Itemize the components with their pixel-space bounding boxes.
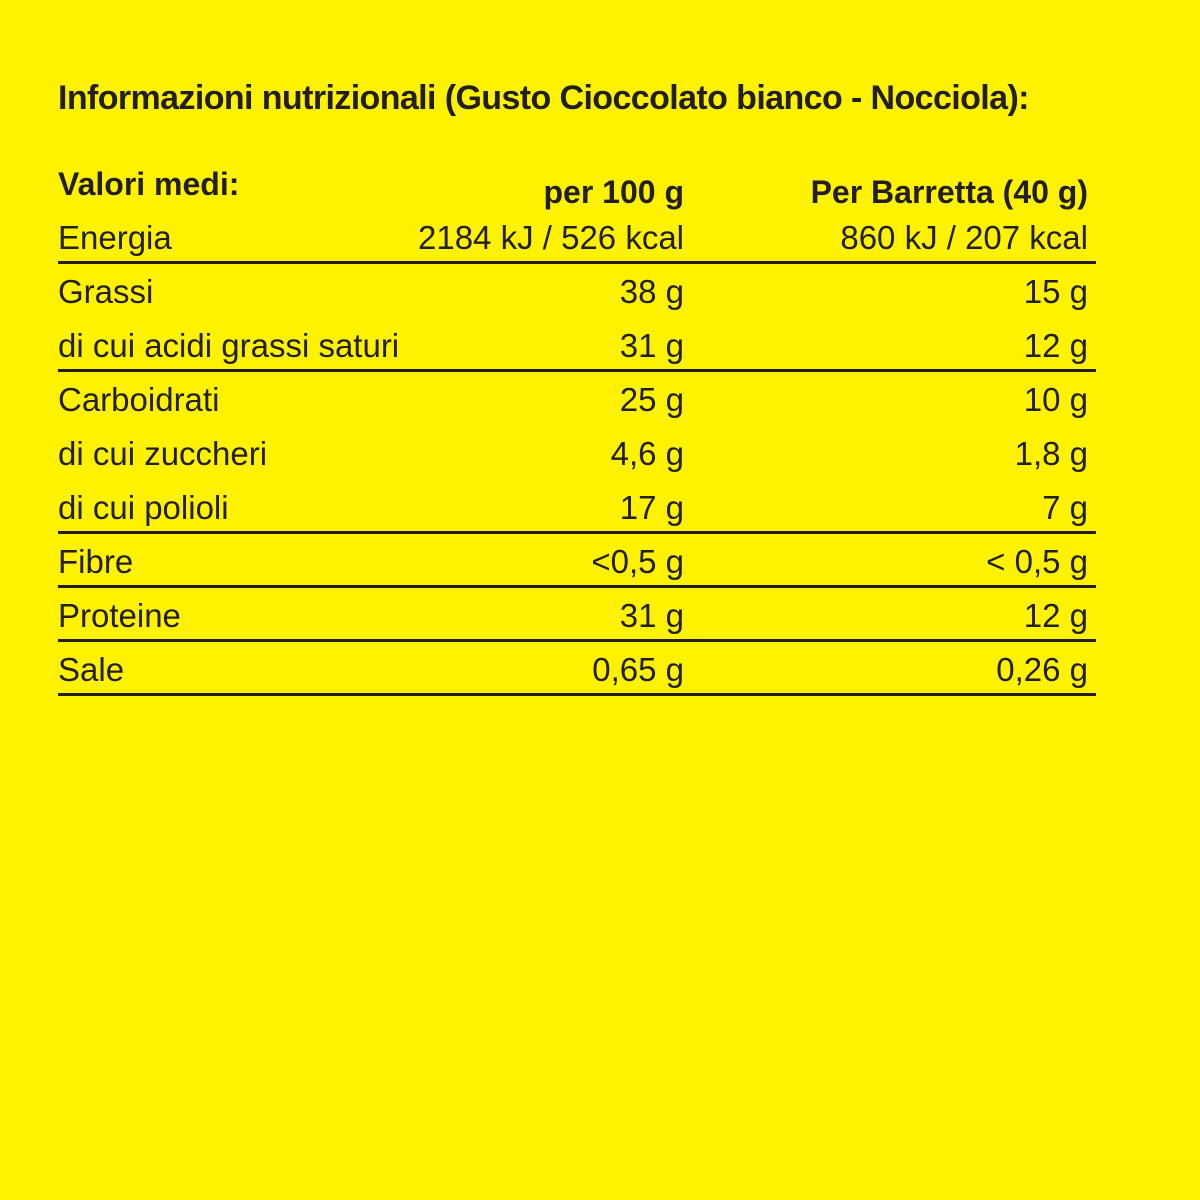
row-value-per-100g: 0,65 g [592, 651, 684, 688]
row-value-per-bar: 1,8 g [1014, 435, 1088, 472]
row-label: Fibre [58, 543, 134, 580]
table-row-carboidrati [58, 372, 1096, 426]
row-value-per-100g: 31 g [619, 327, 684, 364]
row-label: Grassi [58, 273, 154, 310]
table-row-energia [58, 208, 1096, 264]
row-value-per-bar: < 0,5 g [986, 543, 1088, 580]
table-row-polioli [58, 480, 1096, 534]
table-row-zuccheri [58, 426, 1096, 480]
row-label: Proteine [58, 597, 181, 634]
row-value-per-100g: 4,6 g [610, 435, 684, 472]
row-value-per-100g: <0,5 g [591, 543, 684, 580]
row-value-per-100g: 17 g [619, 489, 684, 526]
row-divider [58, 693, 1096, 696]
nutrition-table [58, 164, 1096, 696]
row-value-per-100g: 38 g [619, 273, 684, 310]
table-row-sale [58, 642, 1096, 696]
row-label: Carboidrati [58, 381, 220, 418]
row-label: di cui acidi grassi saturi [58, 327, 400, 364]
row-label: di cui polioli [58, 489, 229, 526]
row-value-per-bar: 12 g [1023, 327, 1088, 364]
row-label: di cui zuccheri [58, 435, 268, 472]
row-value-per-bar: 0,26 g [996, 651, 1088, 688]
row-label: Energia [58, 219, 172, 256]
row-label: Sale [58, 651, 125, 688]
row-value-per-bar: 15 g [1023, 273, 1088, 310]
row-value-per-bar: 7 g [1042, 489, 1088, 526]
row-value-per-100g: 2184 kJ / 526 kcal [418, 219, 684, 256]
header-per-bar: Per Barretta (40 g) [810, 174, 1088, 210]
row-value-per-100g: 31 g [619, 597, 684, 634]
table-row-grassi-saturi [58, 318, 1096, 372]
table-header-row [58, 164, 1096, 208]
header-label: Valori medi: [58, 166, 240, 202]
table-row-fibre [58, 534, 1096, 588]
row-value-per-bar: 860 kJ / 207 kcal [840, 219, 1088, 256]
table-row-proteine [58, 588, 1096, 642]
row-value-per-bar: 12 g [1023, 597, 1088, 634]
header-per-100g: per 100 g [543, 174, 684, 210]
nutrition-title: Informazioni nutrizionali (Gusto Cioccolato bianco - Nocciola): [58, 79, 1029, 117]
row-value-per-bar: 10 g [1023, 381, 1088, 418]
row-value-per-100g: 25 g [619, 381, 684, 418]
table-row-grassi [58, 264, 1096, 318]
